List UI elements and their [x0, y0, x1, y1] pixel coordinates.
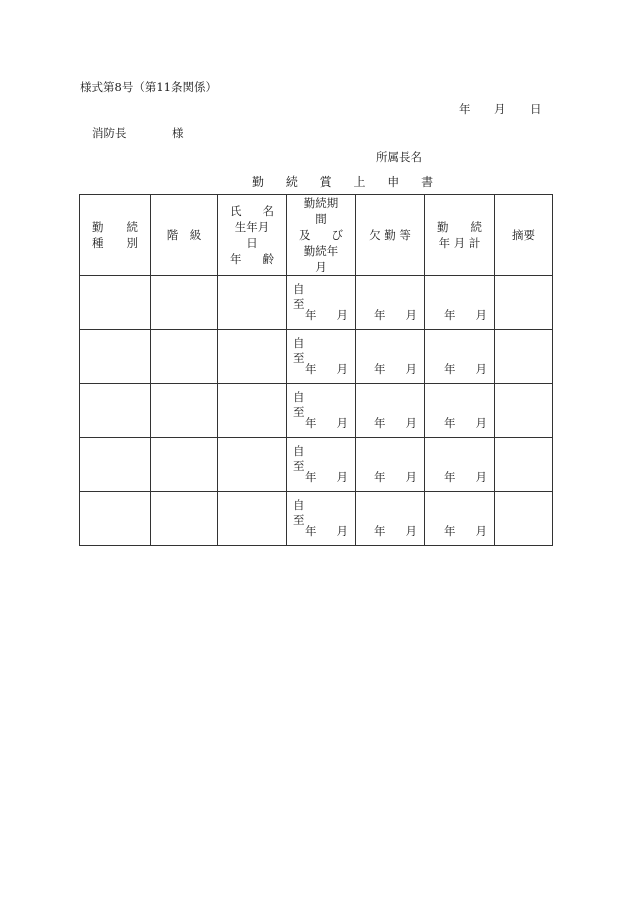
year-month-label: 年 月	[305, 470, 348, 484]
cell-remarks[interactable]	[495, 276, 553, 330]
year-month-label: 年 月	[374, 308, 417, 322]
cell-service-total[interactable]	[425, 438, 495, 492]
cell-service-type[interactable]	[80, 276, 151, 330]
to-label: 至	[293, 405, 305, 419]
cell-rank[interactable]	[151, 438, 218, 492]
table-row	[80, 384, 553, 438]
header-remarks: 摘要	[495, 195, 553, 276]
date-day-label: 日	[530, 102, 542, 116]
cell-name-birthdate-age[interactable]	[218, 384, 287, 438]
table-row	[80, 330, 553, 384]
cell-service-period[interactable]	[287, 276, 356, 330]
service-award-table	[79, 194, 553, 546]
cell-service-type[interactable]	[80, 492, 151, 546]
year-month-label: 年 月	[374, 524, 417, 538]
to-label: 至	[293, 459, 305, 473]
addressee: 消防長	[92, 126, 127, 140]
form-number: 様式第8号（第11条関係）	[80, 80, 217, 94]
date-month-label: 月	[494, 102, 506, 116]
year-month-label: 年 月	[374, 362, 417, 376]
station-head-name-label: 所属長名	[376, 150, 422, 164]
header-rank: 階 級	[151, 195, 218, 276]
cell-service-type[interactable]	[80, 384, 151, 438]
table-row	[80, 276, 553, 330]
year-month-label: 年 月	[305, 308, 348, 322]
cell-name-birthdate-age[interactable]	[218, 330, 287, 384]
table-row	[80, 492, 553, 546]
header-name-birthdate-age: 氏 名 生年月日 年 齢	[218, 195, 287, 276]
honorific: 様	[172, 126, 184, 140]
from-label: 自	[293, 390, 305, 404]
cell-remarks[interactable]	[495, 438, 553, 492]
cell-rank[interactable]	[151, 492, 218, 546]
document-title: 勤 続 賞 上 申 書	[252, 175, 443, 189]
year-month-label: 年 月	[305, 362, 348, 376]
year-month-label: 年 月	[374, 470, 417, 484]
cell-absence[interactable]	[356, 276, 425, 330]
cell-service-total[interactable]	[425, 330, 495, 384]
cell-remarks[interactable]	[495, 492, 553, 546]
cell-absence[interactable]	[356, 438, 425, 492]
year-month-label: 年 月	[305, 416, 348, 430]
year-month-label: 年 月	[444, 362, 487, 376]
cell-rank[interactable]	[151, 330, 218, 384]
to-label: 至	[293, 351, 305, 365]
cell-name-birthdate-age[interactable]	[218, 276, 287, 330]
cell-rank[interactable]	[151, 276, 218, 330]
year-month-label: 年 月	[374, 416, 417, 430]
cell-service-total[interactable]	[425, 492, 495, 546]
from-label: 自	[293, 444, 305, 458]
cell-service-type[interactable]	[80, 330, 151, 384]
cell-service-period[interactable]	[287, 384, 356, 438]
from-label: 自	[293, 498, 305, 512]
cell-service-period[interactable]	[287, 438, 356, 492]
year-month-label: 年 月	[444, 524, 487, 538]
header-service-type: 勤 続 種 別	[80, 195, 151, 276]
header-service-total: 勤 続 年 月 計	[425, 195, 495, 276]
table-row	[80, 438, 553, 492]
cell-service-period[interactable]	[287, 492, 356, 546]
cell-rank[interactable]	[151, 384, 218, 438]
to-label: 至	[293, 513, 305, 527]
cell-service-total[interactable]	[425, 384, 495, 438]
cell-service-type[interactable]	[80, 438, 151, 492]
cell-absence[interactable]	[356, 492, 425, 546]
year-month-label: 年 月	[305, 524, 348, 538]
year-month-label: 年 月	[444, 308, 487, 322]
year-month-label: 年 月	[444, 416, 487, 430]
date-year-label: 年	[459, 102, 471, 116]
cell-absence[interactable]	[356, 384, 425, 438]
cell-service-total[interactable]	[425, 276, 495, 330]
header-row	[80, 195, 553, 276]
from-label: 自	[293, 282, 305, 296]
cell-absence[interactable]	[356, 330, 425, 384]
to-label: 至	[293, 297, 305, 311]
cell-service-period[interactable]	[287, 330, 356, 384]
cell-remarks[interactable]	[495, 330, 553, 384]
cell-remarks[interactable]	[495, 384, 553, 438]
header-service-period: 勤続期間 及 び 勤続年月	[287, 195, 356, 276]
cell-name-birthdate-age[interactable]	[218, 438, 287, 492]
cell-name-birthdate-age[interactable]	[218, 492, 287, 546]
from-label: 自	[293, 336, 305, 350]
header-absence: 欠 勤 等	[356, 195, 425, 276]
year-month-label: 年 月	[444, 470, 487, 484]
